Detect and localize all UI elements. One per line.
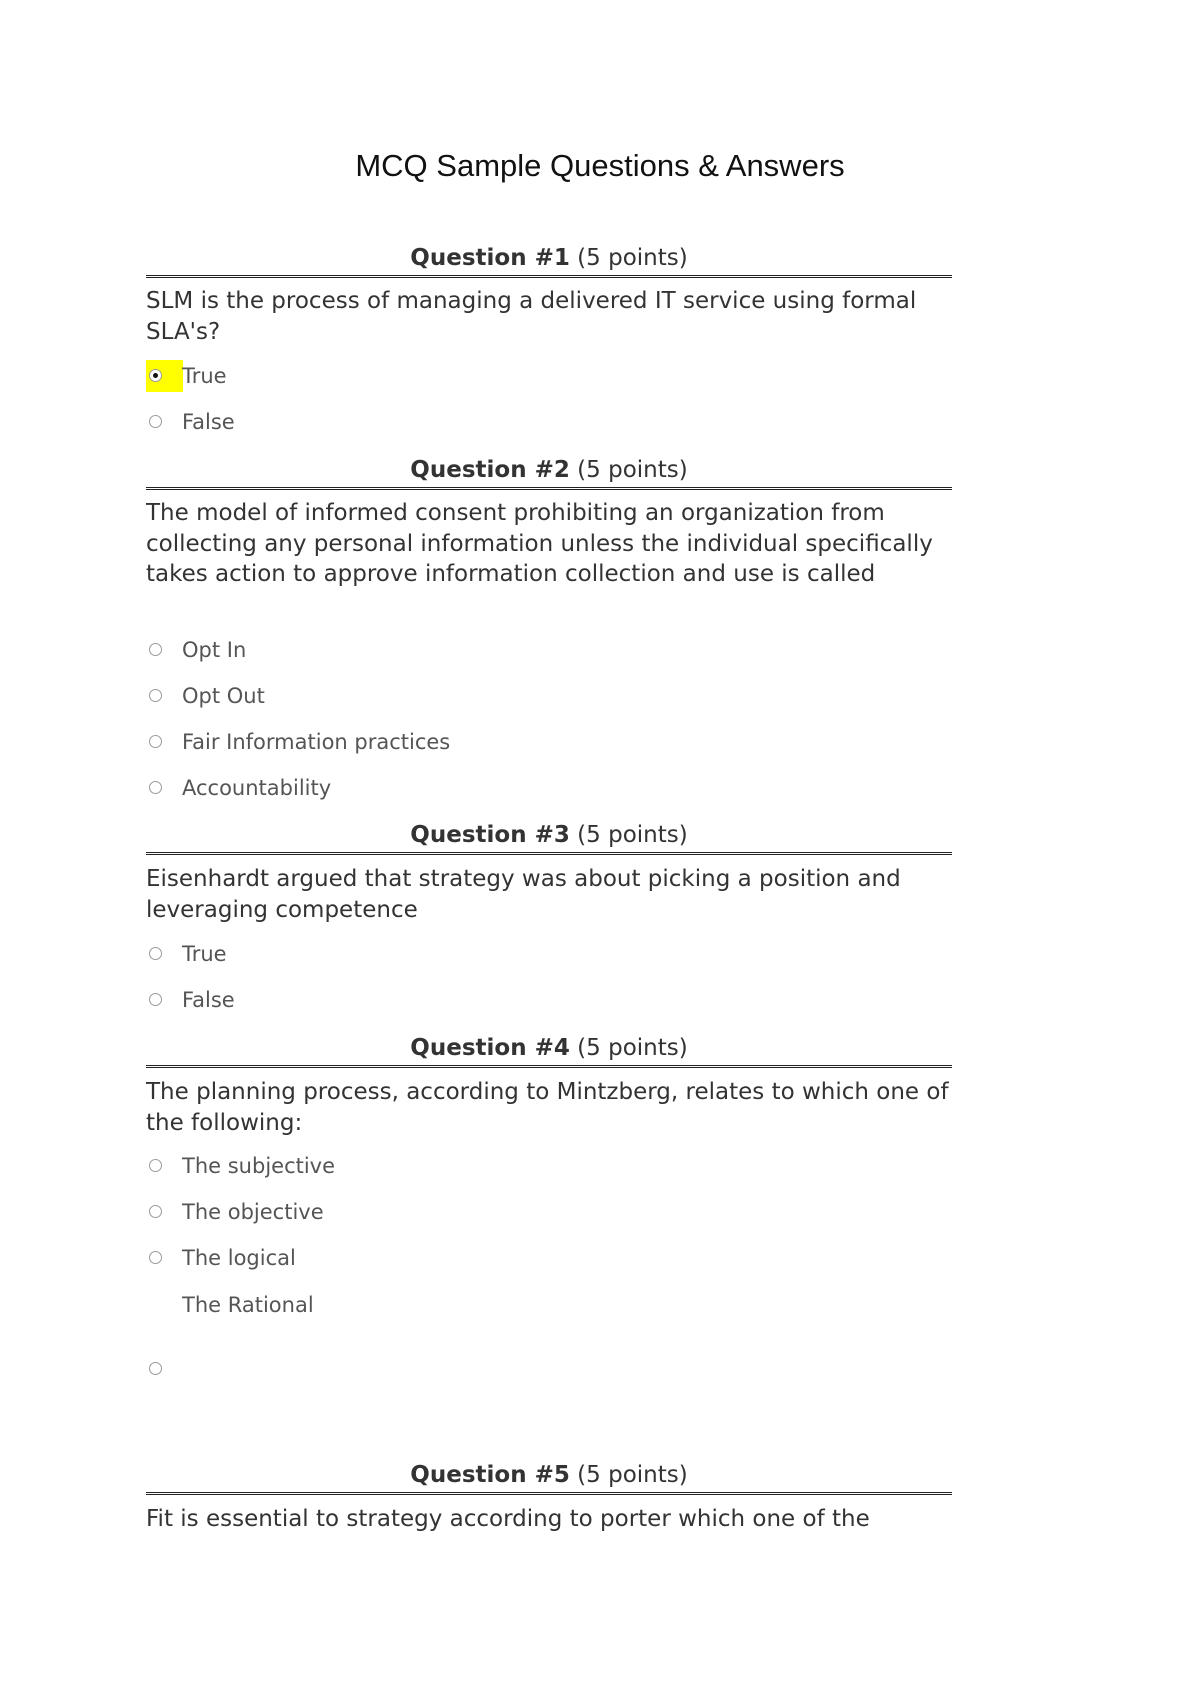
- option-label: False: [182, 988, 235, 1012]
- option-label: False: [182, 410, 235, 434]
- question-3-points: (5 points): [577, 822, 688, 848]
- option-label: The objective: [182, 1200, 324, 1224]
- question-2-text: The model of informed consent prohibiting an organization from collecting any personal information unless the individual specifically takes action to approve information collection and use is called: [146, 500, 933, 587]
- option-label: Accountability: [182, 776, 332, 800]
- question-2-divider: [146, 487, 952, 490]
- question-1-number: Question #1: [410, 245, 570, 271]
- radio-button[interactable]: [149, 1159, 162, 1172]
- option-label: Fair Information practices: [182, 730, 451, 754]
- radio-button[interactable]: [149, 1205, 162, 1218]
- question-1-divider: [146, 275, 952, 278]
- question-5-text: Fit is essential to strategy according to porter which one of the: [146, 1506, 870, 1532]
- question-3-heading: [146, 819, 952, 851]
- radio-button-checked[interactable]: [149, 369, 162, 382]
- radio-button[interactable]: [149, 993, 162, 1006]
- question-3-text: Eisenhardt argued that strategy was about picking a position and leveraging competence: [146, 866, 901, 923]
- option-label: True: [182, 942, 227, 966]
- radio-button[interactable]: [149, 689, 162, 702]
- option-label: Opt In: [182, 638, 247, 662]
- question-4-points: (5 points): [577, 1035, 688, 1061]
- question-4-divider: [146, 1065, 952, 1068]
- question-1-points: (5 points): [577, 245, 688, 271]
- question-2-heading: [146, 454, 952, 486]
- option-label: The subjective: [182, 1154, 336, 1178]
- question-5-points: (5 points): [577, 1462, 688, 1488]
- question-5-number: Question #5: [410, 1462, 570, 1488]
- option-label: Opt Out: [182, 684, 265, 708]
- question-1-text: SLM is the process of managing a delivered IT service using formal SLA's?: [146, 288, 917, 345]
- question-4-option-rational-radio[interactable]: [149, 1362, 162, 1375]
- question-2-points: (5 points): [577, 457, 688, 483]
- question-4-number: Question #4: [410, 1035, 570, 1061]
- radio-button[interactable]: [149, 735, 162, 748]
- question-2-number: Question #2: [410, 457, 570, 483]
- document-title: MCQ Sample Questions & Answers: [355, 148, 845, 183]
- question-4-text: The planning process, according to Mintzberg, relates to which one of the following:: [146, 1079, 949, 1136]
- radio-button[interactable]: [149, 781, 162, 794]
- question-3-number: Question #3: [410, 822, 570, 848]
- option-label: True: [182, 364, 227, 388]
- radio-button[interactable]: [149, 947, 162, 960]
- question-4-option-rational-label: The Rational: [182, 1293, 314, 1317]
- question-4-heading: [146, 1032, 952, 1064]
- radio-button[interactable]: [149, 1251, 162, 1264]
- question-5-divider: [146, 1492, 952, 1495]
- option-label: The logical: [182, 1246, 296, 1270]
- question-3-divider: [146, 852, 952, 855]
- radio-button[interactable]: [149, 415, 162, 428]
- radio-button[interactable]: [149, 643, 162, 656]
- question-1-heading: [146, 242, 952, 274]
- question-5-heading: [146, 1459, 952, 1491]
